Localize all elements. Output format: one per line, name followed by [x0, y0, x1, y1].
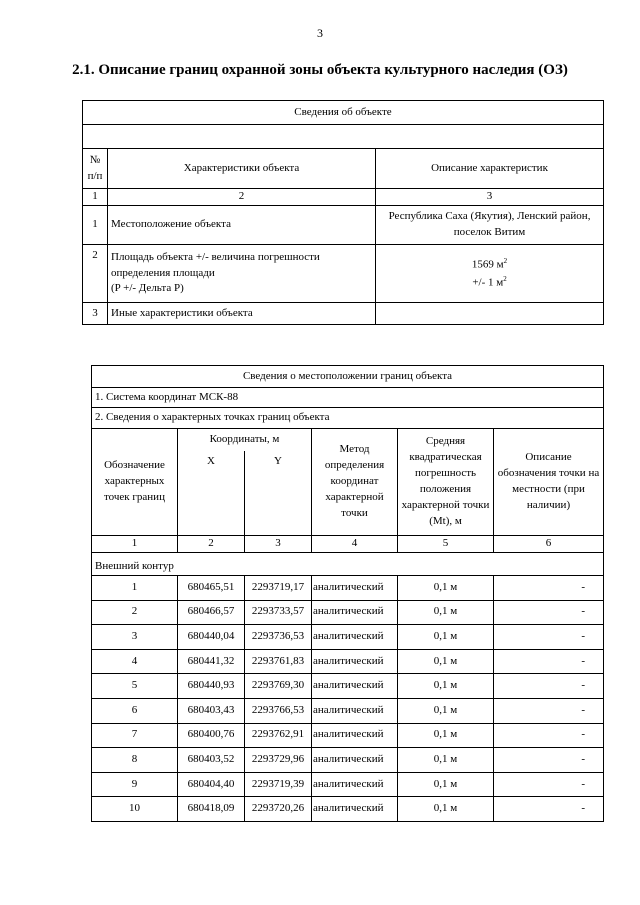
area-char-line: определения площади	[111, 266, 215, 279]
point-method: аналитический	[312, 600, 398, 625]
header-characteristic: Характеристики объекта	[108, 149, 376, 189]
area-value: 1569 $м^2$	[471, 256, 508, 271]
table-row	[92, 649, 604, 674]
point-y: 2293736,53	[245, 625, 312, 650]
point-x: 680465,51	[178, 576, 245, 601]
point-error: 0,1 м	[398, 649, 494, 674]
point-id: 2	[92, 600, 178, 625]
object-info-table	[82, 100, 604, 325]
table-row	[92, 576, 604, 601]
object-info-empty-row	[83, 125, 604, 149]
point-desc: -	[494, 576, 604, 601]
point-y: 2293719,39	[245, 772, 312, 797]
point-desc: -	[494, 674, 604, 699]
point-method: аналитический	[312, 723, 398, 748]
point-y: 2293769,30	[245, 674, 312, 699]
point-id: 10	[92, 797, 178, 822]
point-error: 0,1 м	[398, 797, 494, 822]
point-id: 4	[92, 649, 178, 674]
point-error: 0,1 м	[398, 674, 494, 699]
coord-system: 1. Система координат МСК-88	[92, 388, 604, 408]
row-num: 3	[83, 303, 108, 325]
table-row	[92, 797, 604, 822]
table-row	[92, 772, 604, 797]
point-desc: -	[494, 748, 604, 773]
point-desc: -	[494, 649, 604, 674]
point-y: 2293733,57	[245, 600, 312, 625]
point-x: 680400,76	[178, 723, 245, 748]
point-x: 680440,93	[178, 674, 245, 699]
table-row	[92, 674, 604, 699]
point-method: аналитический	[312, 674, 398, 699]
header-desc: Описание обозначения точки на местности (при наличии)	[494, 429, 604, 536]
row-characteristic: Иные характеристики объекта	[108, 303, 376, 325]
row-num: 1	[83, 206, 108, 245]
point-desc: -	[494, 723, 604, 748]
point-error: 0,1 м	[398, 723, 494, 748]
col-number: 2	[108, 189, 376, 206]
row-description: Республика Саха (Якутия), Ленский район, поселок Витим	[376, 206, 604, 245]
header-error: Средняя квадратическая погрешность положения характерной точки (Mt), м	[398, 429, 494, 536]
object-info-title: Сведения об объекте	[83, 101, 604, 125]
point-error: 0,1 м	[398, 600, 494, 625]
point-method: аналитический	[312, 576, 398, 601]
boundary-table	[91, 365, 604, 822]
col-number: 1	[83, 189, 108, 206]
row-description	[376, 303, 604, 325]
point-desc: -	[494, 772, 604, 797]
col-number: 1	[92, 536, 178, 553]
point-error: 0,1 м	[398, 698, 494, 723]
point-y: 2293729,96	[245, 748, 312, 773]
col-number: 5	[398, 536, 494, 553]
point-x: 680466,57	[178, 600, 245, 625]
area-tolerance: +/- 1 $м^2$	[472, 274, 507, 289]
point-x: 680441,32	[178, 649, 245, 674]
header-designation: Обозначение характерных точек границ	[92, 429, 178, 536]
col-number: 3	[245, 536, 312, 553]
table-row	[92, 600, 604, 625]
point-id: 8	[92, 748, 178, 773]
point-error: 0,1 м	[398, 576, 494, 601]
header-num: № п/п	[83, 149, 108, 189]
point-y: 2293762,91	[245, 723, 312, 748]
point-desc: -	[494, 600, 604, 625]
point-desc: -	[494, 797, 604, 822]
point-x: 680440,04	[178, 625, 245, 650]
col-number: 2	[178, 536, 245, 553]
point-id: 3	[92, 625, 178, 650]
table-row	[92, 698, 604, 723]
col-number: 6	[494, 536, 604, 553]
point-desc: -	[494, 698, 604, 723]
point-x: 680403,52	[178, 748, 245, 773]
area-char-line: Площадь объекта +/- величина погрешности	[111, 250, 320, 263]
row-characteristic	[108, 245, 376, 303]
point-x: 680403,43	[178, 698, 245, 723]
col-number: 4	[312, 536, 398, 553]
point-id: 7	[92, 723, 178, 748]
row-num: 2	[83, 245, 108, 303]
point-x: 680404,40	[178, 772, 245, 797]
table-row	[92, 723, 604, 748]
header-method: Метод определения координат характерной точки	[312, 429, 398, 536]
table-row	[92, 625, 604, 650]
section-title: 2.1. Описание границ охранной зоны объекта культурного наследия (ОЗ)	[72, 62, 568, 78]
contour-label: Внешний контур	[92, 553, 604, 576]
point-x: 680418,09	[178, 797, 245, 822]
row-description	[376, 245, 604, 303]
points-title: 2. Сведения о характерных точках границ объекта	[92, 408, 604, 429]
point-id: 5	[92, 674, 178, 699]
point-id: 6	[92, 698, 178, 723]
point-method: аналитический	[312, 797, 398, 822]
point-y: 2293766,53	[245, 698, 312, 723]
point-y: 2293719,17	[245, 576, 312, 601]
point-error: 0,1 м	[398, 625, 494, 650]
page-number: 3	[317, 26, 323, 40]
point-method: аналитический	[312, 698, 398, 723]
area-char-line: (P +/- Дельта P)	[111, 282, 184, 295]
row-characteristic: Местоположение объекта	[108, 206, 376, 245]
point-error: 0,1 м	[398, 772, 494, 797]
point-y: 2293720,26	[245, 797, 312, 822]
boundary-title: Сведения о местоположении границ объекта	[92, 366, 604, 388]
point-id: 9	[92, 772, 178, 797]
point-id: 1	[92, 576, 178, 601]
col-number: 3	[376, 189, 604, 206]
point-method: аналитический	[312, 649, 398, 674]
point-method: аналитический	[312, 772, 398, 797]
points-body	[92, 576, 604, 822]
table-row	[92, 748, 604, 773]
point-error: 0,1 м	[398, 748, 494, 773]
point-method: аналитический	[312, 625, 398, 650]
point-y: 2293761,83	[245, 649, 312, 674]
header-x: X	[178, 451, 245, 536]
point-method: аналитический	[312, 748, 398, 773]
header-y: Y	[245, 451, 312, 536]
point-desc: -	[494, 625, 604, 650]
header-description: Описание характеристик	[376, 149, 604, 189]
header-coordinates: Координаты, м	[178, 429, 312, 451]
